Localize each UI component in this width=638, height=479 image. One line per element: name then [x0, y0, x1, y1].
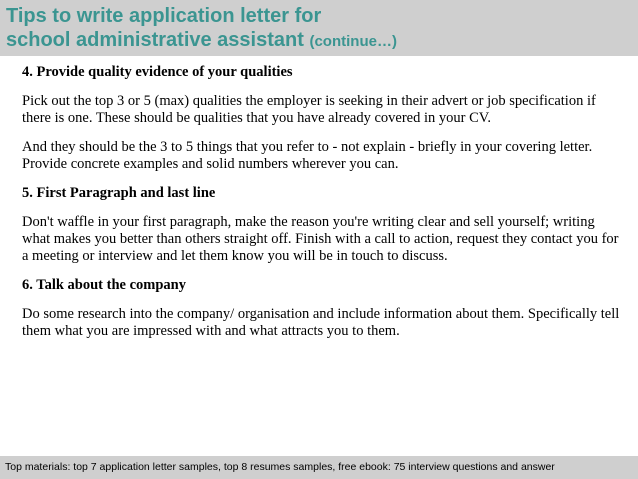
title-bar: [0, 0, 638, 56]
paragraph-research-company: Do some research into the company/ organisation and include information about them. Specifically tell them what you are impressed with and what attracts you to them.: [22, 306, 620, 339]
paragraph-refer-briefly: And they should be the 3 to 5 things that you refer to - not explain - briefly in your covering letter. Provide concrete examples and solid numbers wherever you can.: [22, 139, 593, 172]
page-title-line-1: Tips to write application letter for: [6, 5, 322, 27]
section-heading-talk-about-company: 6. Talk about the company: [22, 277, 186, 293]
page-title-main: school administrative assistant: [6, 29, 304, 51]
section-heading-first-paragraph: 5. First Paragraph and last line: [22, 185, 216, 201]
page-title-line-2: [6, 28, 397, 54]
paragraph-dont-waffle: Don't waffle in your first paragraph, make the reason you're writing clear and sell yourself; writing what makes you better than others straight off. Finish with a call to action, request they contact you for a meeting or interview and let them know you will be in touch to discuss.: [22, 214, 619, 264]
page-title-suffix: (continue…): [309, 33, 397, 50]
footer-bar: [0, 456, 638, 479]
paragraph-top-qualities: Pick out the top 3 or 5 (max) qualities the employer is seeking in their advert or job specification if there is one. These should be qualities that you have already covered in your CV.: [22, 93, 596, 126]
section-heading-quality-evidence: 4. Provide quality evidence of your qualities: [22, 64, 293, 80]
document-body: [22, 64, 622, 352]
footer-text: Top materials: top 7 application letter samples, top 8 resumes samples, free ebook: 75 interview questions and answer: [5, 461, 555, 473]
